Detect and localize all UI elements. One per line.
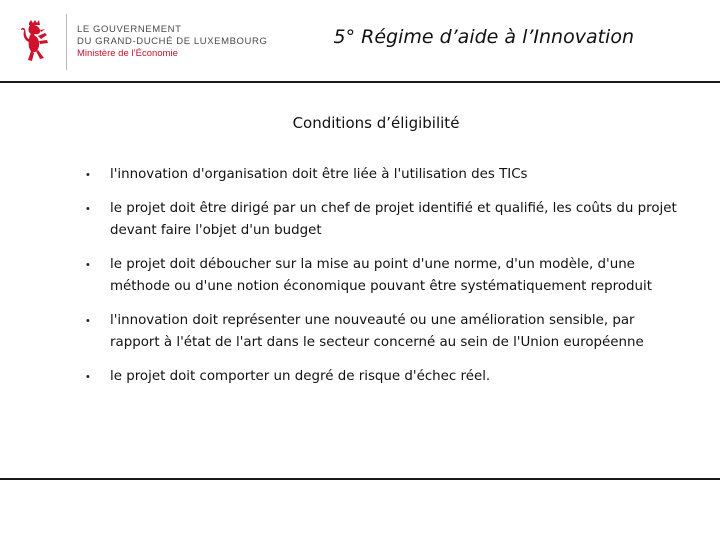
- top-divider: [0, 81, 720, 83]
- red-lion-icon: [20, 20, 54, 64]
- bullet-icon: •: [86, 315, 90, 327]
- criterion-text: le projet doit comporter un degré de risque d'échec réel.: [110, 369, 491, 384]
- bullet-icon: •: [86, 203, 90, 215]
- eligibility-criteria-list: [86, 164, 686, 400]
- logo-text: [77, 24, 267, 60]
- logo-ministry: Ministère de l’Économie: [77, 48, 178, 59]
- criterion-text: le projet doit être dirigé par un chef de projet identifié et qualifié, les coûts du projet devant faire l'objet d'un budget: [110, 201, 677, 238]
- criterion-text: le projet doit déboucher sur la mise au point d'une norme, d'un modèle, d'une méthode ou d'une notion économique pouvant être systématiquement reproduit: [110, 257, 652, 294]
- list-item: [86, 366, 686, 388]
- list-item: [86, 310, 686, 354]
- bullet-icon: •: [86, 371, 90, 383]
- list-item: [86, 254, 686, 298]
- government-logo: [20, 14, 267, 70]
- section-title: Conditions d’éligibilité: [292, 114, 460, 132]
- bullet-icon: •: [86, 169, 90, 181]
- slide-title: 5° Régime d’aide à l’Innovation: [333, 26, 634, 48]
- list-item: [86, 198, 686, 242]
- criterion-text: l'innovation d'organisation doit être liée à l'utilisation des TICs: [110, 167, 528, 182]
- logo-line-1: LE GOUVERNEMENT: [77, 24, 182, 35]
- criterion-text: l'innovation doit représenter une nouveauté ou une amélioration sensible, par rapport à l'état de l'art dans le secteur concerné au sein de l'Union européenne: [110, 313, 644, 350]
- bullet-icon: •: [86, 259, 90, 271]
- list-item: [86, 164, 686, 186]
- bottom-divider: [0, 478, 720, 480]
- logo-line-2: DU GRAND-DUCHÉ DE LUXEMBOURG: [77, 36, 268, 47]
- logo-divider: [66, 14, 67, 70]
